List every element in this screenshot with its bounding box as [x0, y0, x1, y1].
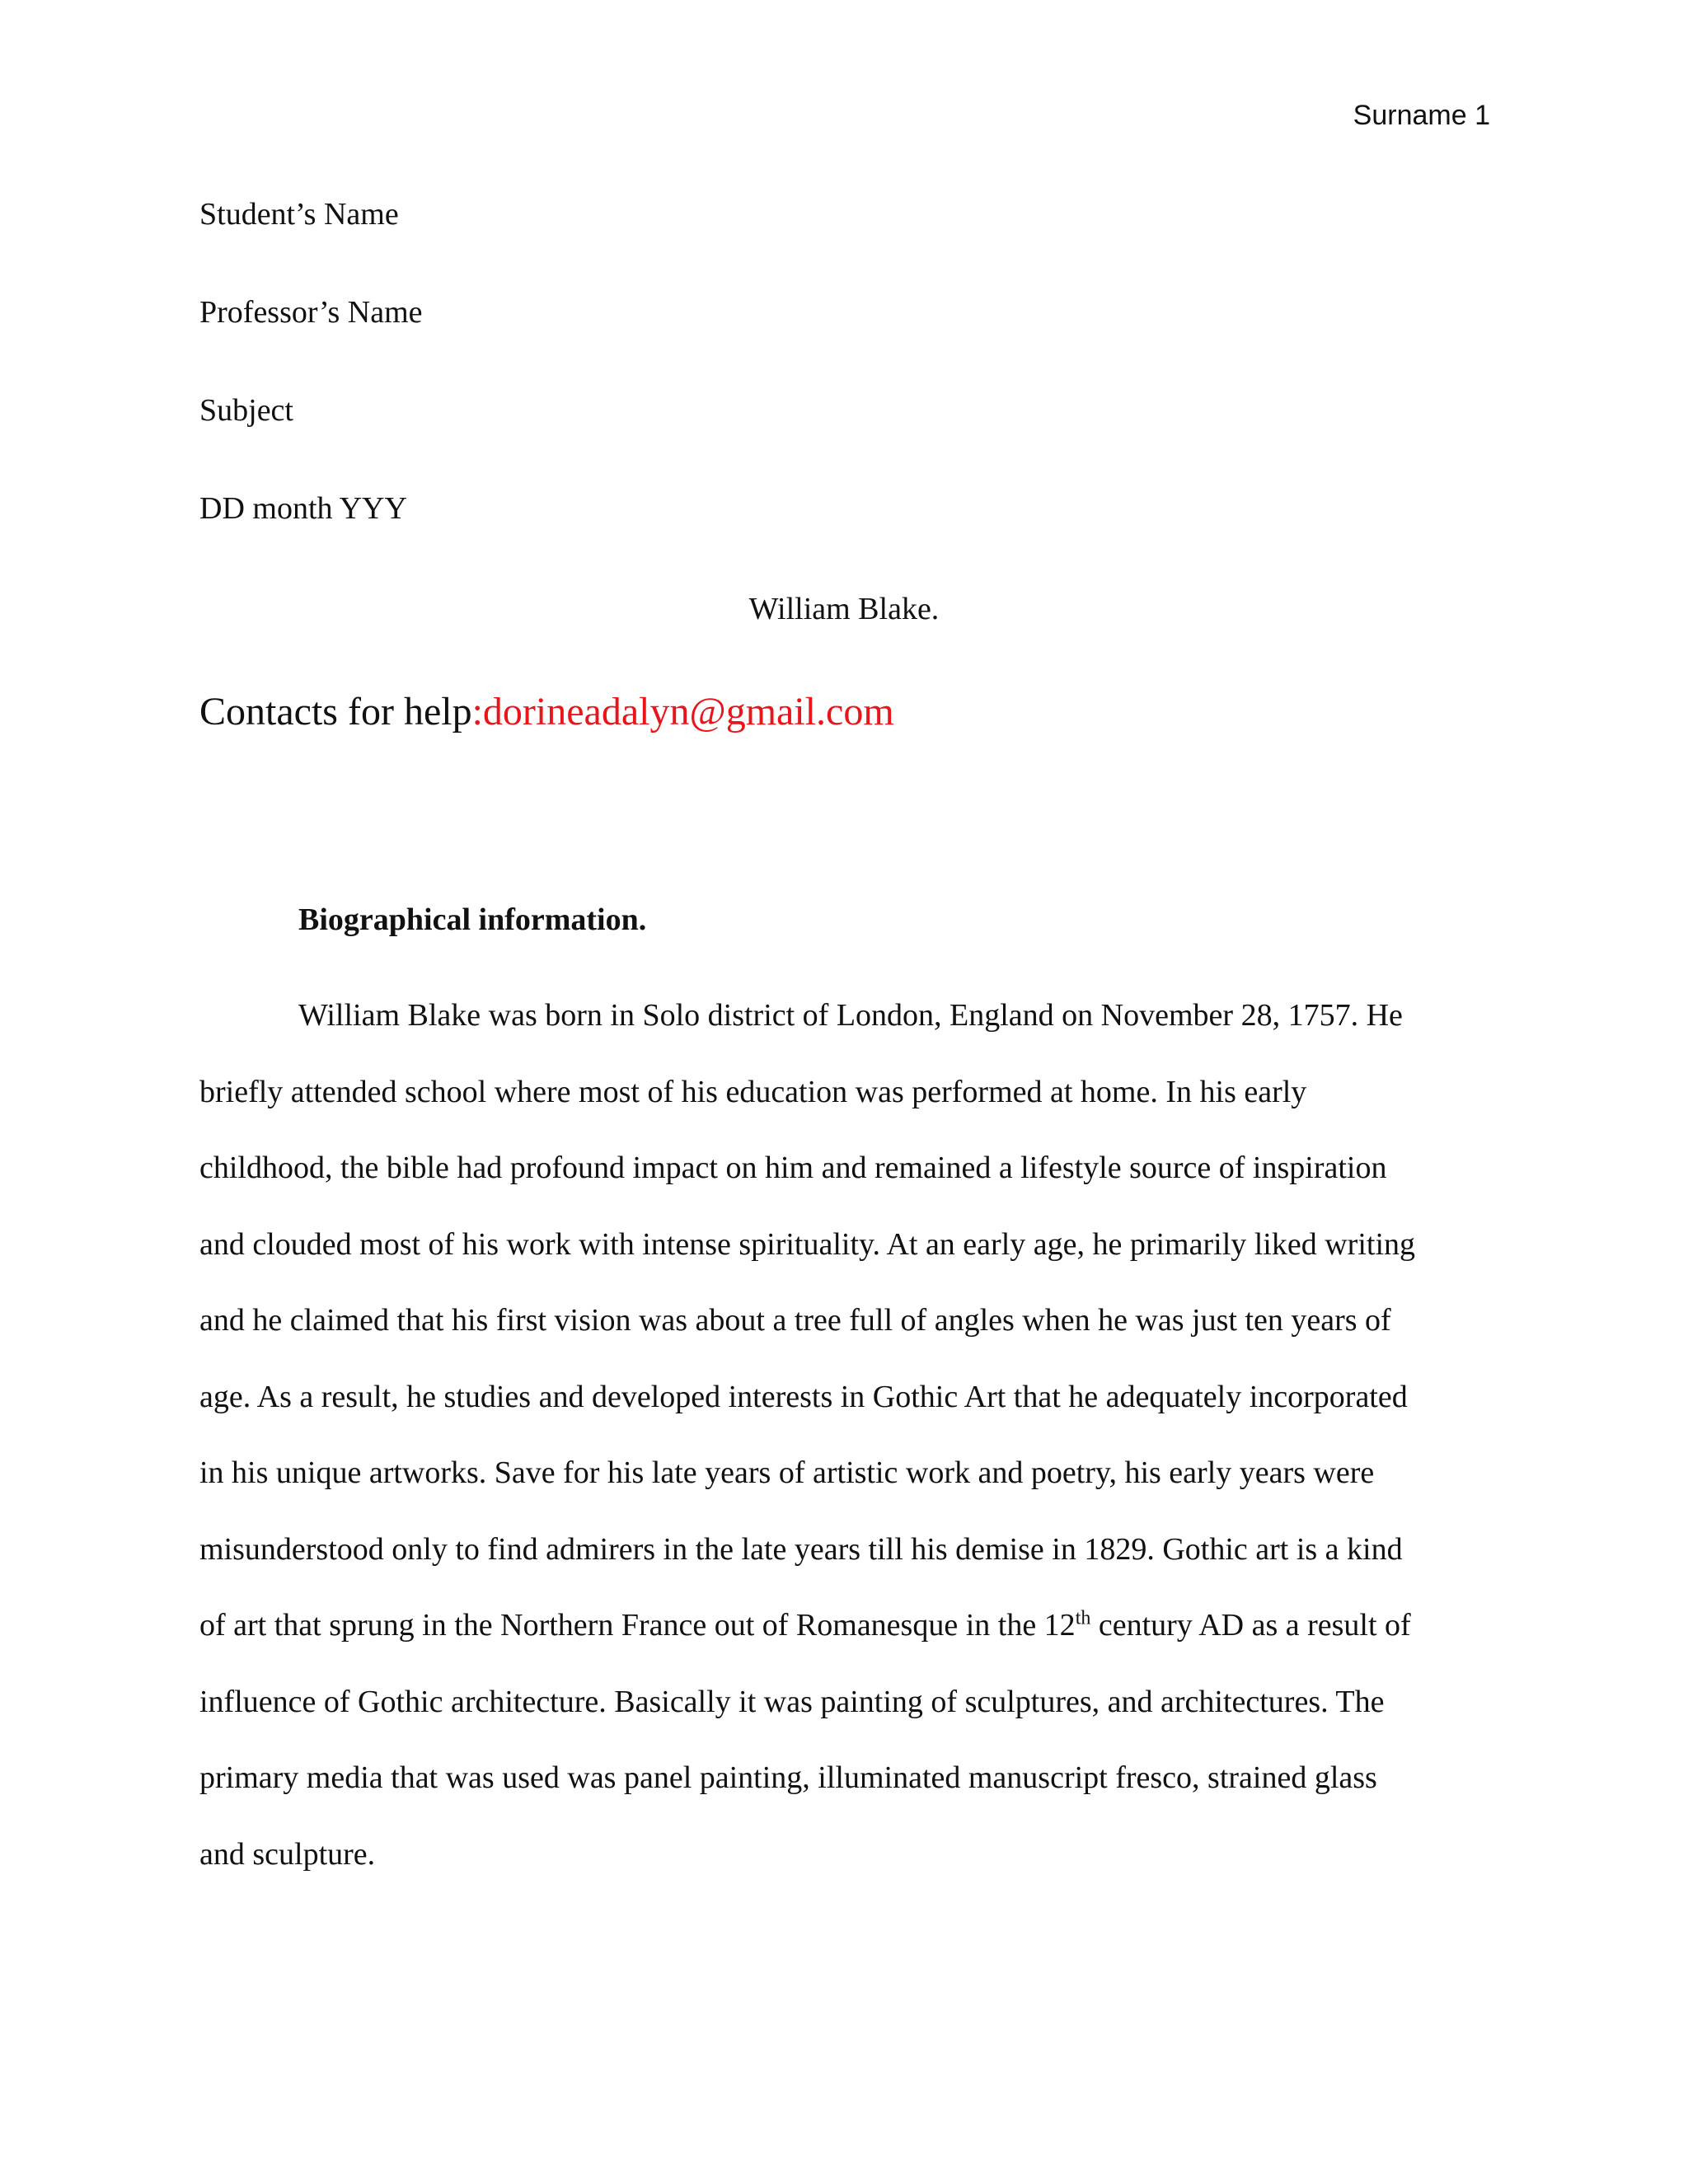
body-line: influence of Gothic architecture. Basically it was painting of sculptures, and architectures. The [199, 1684, 1385, 1719]
body-line: briefly attended school where most of his education was performed at home. In his early [199, 1074, 1307, 1109]
contact-line [199, 689, 894, 735]
contact-label: Contacts for help [199, 690, 472, 733]
body-line: primary media that was used was panel painting, illuminated manuscript fresco, strained glass [199, 1760, 1377, 1795]
body-line-with-superscript [199, 1607, 1502, 1684]
body-line: age. As a result, he studies and developed interests in Gothic Art that he adequately incorporated [199, 1379, 1408, 1414]
section-heading: Biographical information. [298, 902, 647, 937]
contact-email: :dorineadalyn@gmail.com [471, 690, 894, 733]
body-line: and sculpture. [199, 1836, 376, 1872]
subject-line: Subject [199, 393, 293, 428]
body-line: misunderstood only to find admirers in the late years till his demise in 1829. Gothic art is a kind [199, 1531, 1403, 1567]
body-line: and he claimed that his first vision was about a tree full of angles when he was just ten years of [199, 1303, 1391, 1338]
body-paragraph [199, 997, 1502, 1912]
body-line: William Blake was born in Solo district of London, England on November 28, 1757. He [298, 998, 1403, 1033]
date-line: DD month YYY [199, 491, 407, 526]
ordinal-superscript: th [1075, 1607, 1091, 1629]
body-line: childhood, the bible had profound impact on him and remained a lifestyle source of inspiration [199, 1151, 1387, 1185]
body-line: and clouded most of his work with intense spirituality. At an early age, he primarily liked writing [199, 1226, 1416, 1262]
body-line: in his unique artworks. Save for his late years of artistic work and poetry, his early years were [199, 1455, 1375, 1490]
professor-name: Professor’s Name [199, 295, 423, 330]
page-header-surname: Surname 1 [1353, 100, 1490, 131]
essay-title: William Blake. [748, 592, 940, 626]
line-9-before: of art that sprung in the Northern France out of Romanesque in the 12 [199, 1608, 1076, 1643]
line-9-after: century AD as a result of [1090, 1608, 1411, 1643]
student-name: Student’s Name [199, 197, 399, 232]
